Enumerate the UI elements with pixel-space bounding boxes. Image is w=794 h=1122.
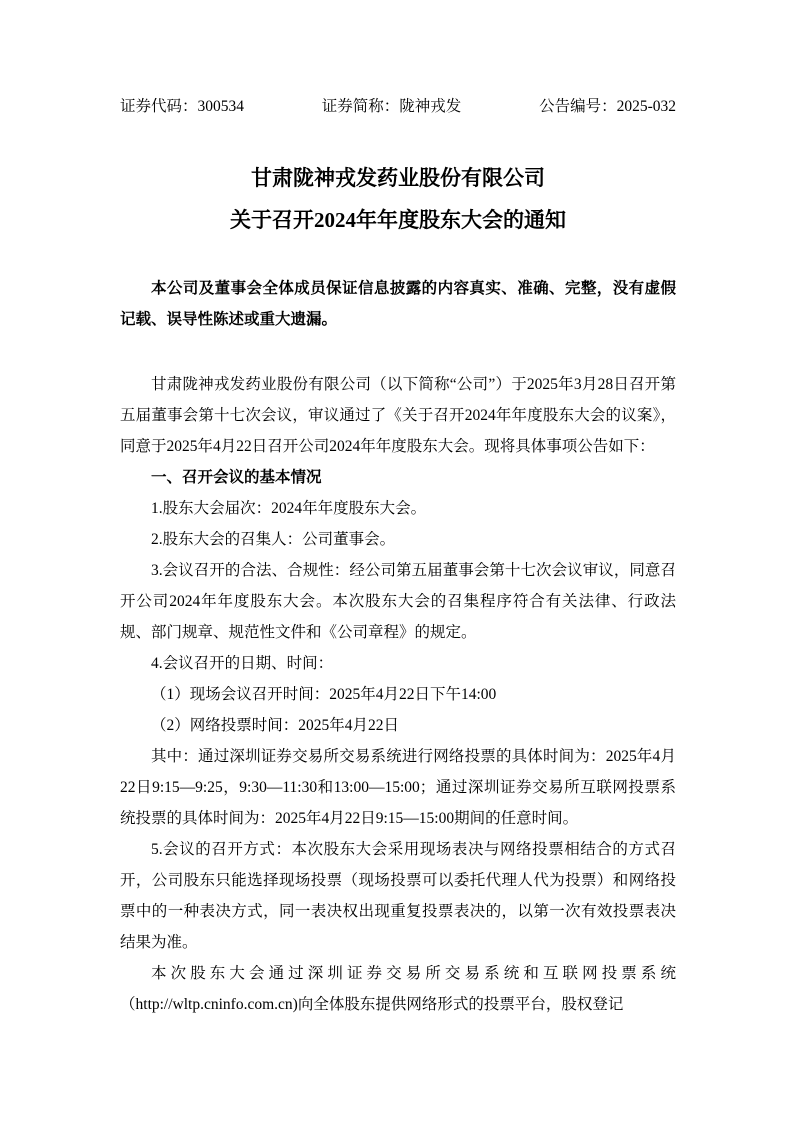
announcement-no-text: 公告编号：2025-032: [539, 98, 676, 115]
paragraph: 3.会议召开的合法、合规性：经公司第五届董事会第十七次会议审议，同意召开公司2024年年度股东大会。本次股东大会的召集程序符合有关法律、行政法规、部门规章、规范性文件和《公司章程》的规定。: [120, 562, 676, 641]
paragraph: 2.股东大会的召集人：公司董事会。: [151, 531, 396, 548]
stock-code-text: 证券代码：300534: [120, 98, 245, 115]
document-header: [120, 97, 676, 117]
paragraph: 其中：通过深圳证券交易所交易系统进行网络投票的具体时间为：2025年4月22日9:15—9:25，9:30—11:30和13:00—15:00；通过深圳证券交易所互联网投票系统投票的具体时间为：2025年4月22日9:15—15:00期间的任意时间。: [120, 748, 676, 827]
stock-name-text: 证券简称：陇神戎发: [321, 98, 462, 115]
paragraph: 4.会议召开的日期、时间：: [151, 655, 334, 672]
disclaimer-text: 本公司及董事会全体成员保证信息披露的内容真实、准确、完整，没有虚假记载、误导性陈述或重大遗漏。: [120, 280, 676, 328]
document-title-block: [120, 157, 676, 241]
section-heading: 一、召开会议的基本情况: [151, 469, 322, 486]
document-body: [120, 369, 676, 1020]
paragraph: （2）网络投票时间：2025年4月22日: [151, 717, 400, 734]
paragraph: 1.股东大会届次：2024年年度股东大会。: [151, 500, 427, 517]
paragraph: （1）现场会议召开时间：2025年4月22日下午14:00: [151, 686, 497, 703]
paragraph: 甘肃陇神戎发药业股份有限公司（以下简称“公司”）于2025年3月28日召开第五届董事会第十七次会议，审议通过了《关于召开2024年年度股东大会的议案》，同意于2025年4月22日召开公司2024年年度股东大会。现将具体事项公告如下：: [120, 376, 676, 455]
company-name-title: 甘肃陇神戎发药业股份有限公司: [251, 166, 545, 190]
voting-platform-url: http://wltp.cninfo.com.cn: [135, 996, 293, 1013]
announcement-title: 关于召开2024年年度股东大会的通知: [230, 208, 566, 232]
paragraph: 5.会议的召开方式：本次股东大会采用现场表决与网络投票相结合的方式召开，公司股东只能选择现场投票（现场投票可以委托代理人代为投票）和网络投票中的一种表决方式，同一表决权出现重复投票表决的，以第一次有效投票表决结果为准。: [120, 841, 676, 951]
paragraph: 本次股东大会通过深圳证券交易所交易系统和互联网投票系统（http://wltp.cninfo.com.cn)向全体股东提供网络形式的投票平台，股权登记: [120, 965, 676, 1013]
